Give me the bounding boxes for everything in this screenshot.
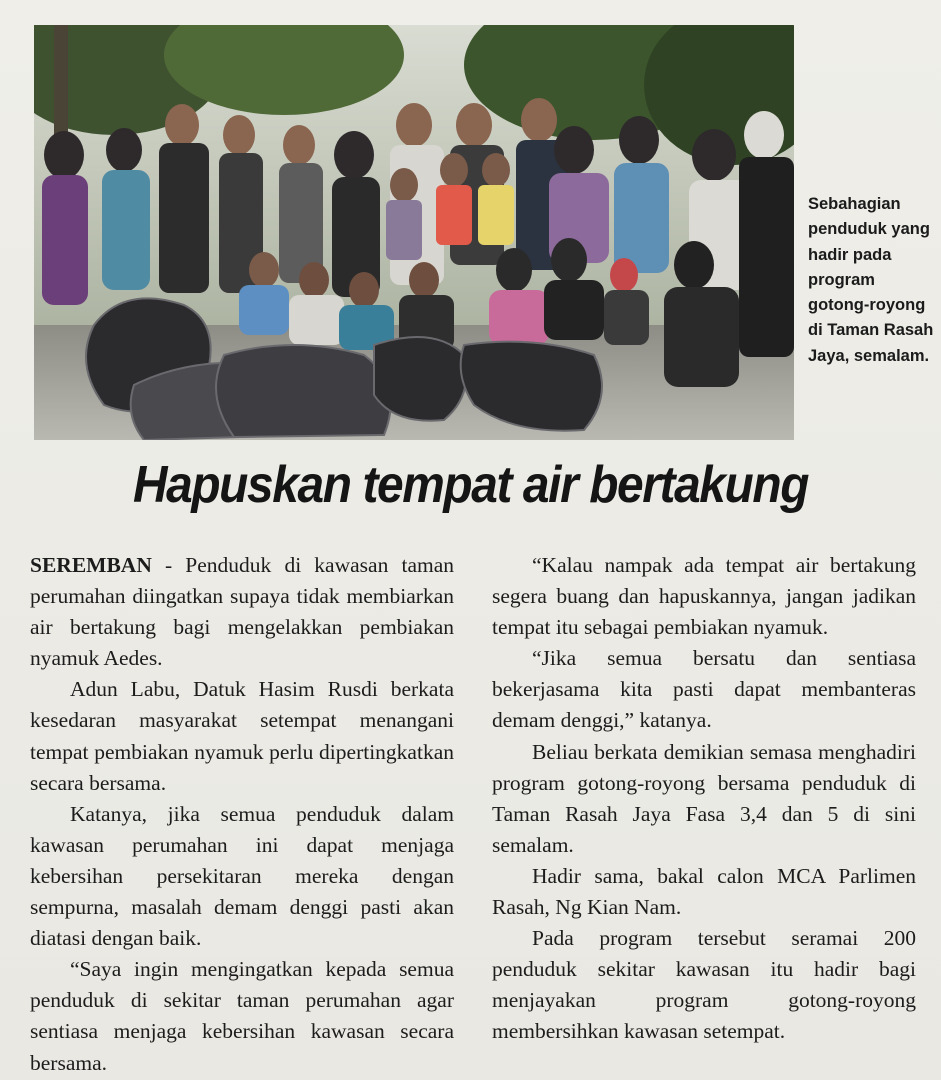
article-paragraph: Katanya, jika semua penduduk dalam kawasan perumahan ini dapat menjaga kebersihan persekitaran mereka dengan sempurna, masalah demam denggi pasti akan diatasi dengan baik. [30,801,454,951]
photo-caption: Sebahagian penduduk yang hadir pada program gotong-royong di Taman Rasah Jaya, semalam. [808,195,934,365]
paragraph-text: - Penduduk di kawasan taman perumahan diingatkan supaya tidak membiarkan air bertakung bagi mengelakkan pembiakan nyamuk Aedes. [30,553,454,671]
article-paragraph: Adun Labu, Datuk Hasim Rusdi berkata kesedaran masyarakat setempat menangani tempat pembiakan nyamuk perlu dipertingkatkan secara bersama. [30,677,454,795]
article-paragraph: “Jika semua bersatu dan sentiasa bekerjasama kita pasti dapat membanteras demam denggi,” katanya. [492,646,916,733]
article-column-left [30,550,454,1079]
article-paragraph [30,550,454,674]
dateline: SEREMBAN [30,553,152,577]
article-paragraph: “Saya ingin mengingatkan kepada semua penduduk di sekitar taman perumahan agar sentiasa menjaga kebersihan kawasan secara bersama. [30,957,454,1075]
group-photo-icon [34,25,794,440]
article-paragraph: Hadir sama, bakal calon MCA Parlimen Rasah, Ng Kian Nam. [492,863,916,920]
article-paragraph: “Kalau nampak ada tempat air bertakung segera buang dan hapuskannya, jangan jadikan tempat itu sebagai pembiakan nyamuk. [492,553,916,640]
article-column-right [492,550,916,1048]
headline: Hapuskan tempat air bertakung [132,456,809,514]
article-paragraph: Pada program tersebut seramai 200 penduduk sekitar kawasan itu hadir bagi menjayakan program gotong-royong membersihkan kawasan setempat. [492,926,916,1044]
article-paragraph: Beliau berkata demikian semasa menghadiri program gotong-royong bersama penduduk di Taman Rasah Jaya Fasa 3,4 dan 5 di sini semalam. [492,739,916,857]
news-photo [34,25,794,440]
